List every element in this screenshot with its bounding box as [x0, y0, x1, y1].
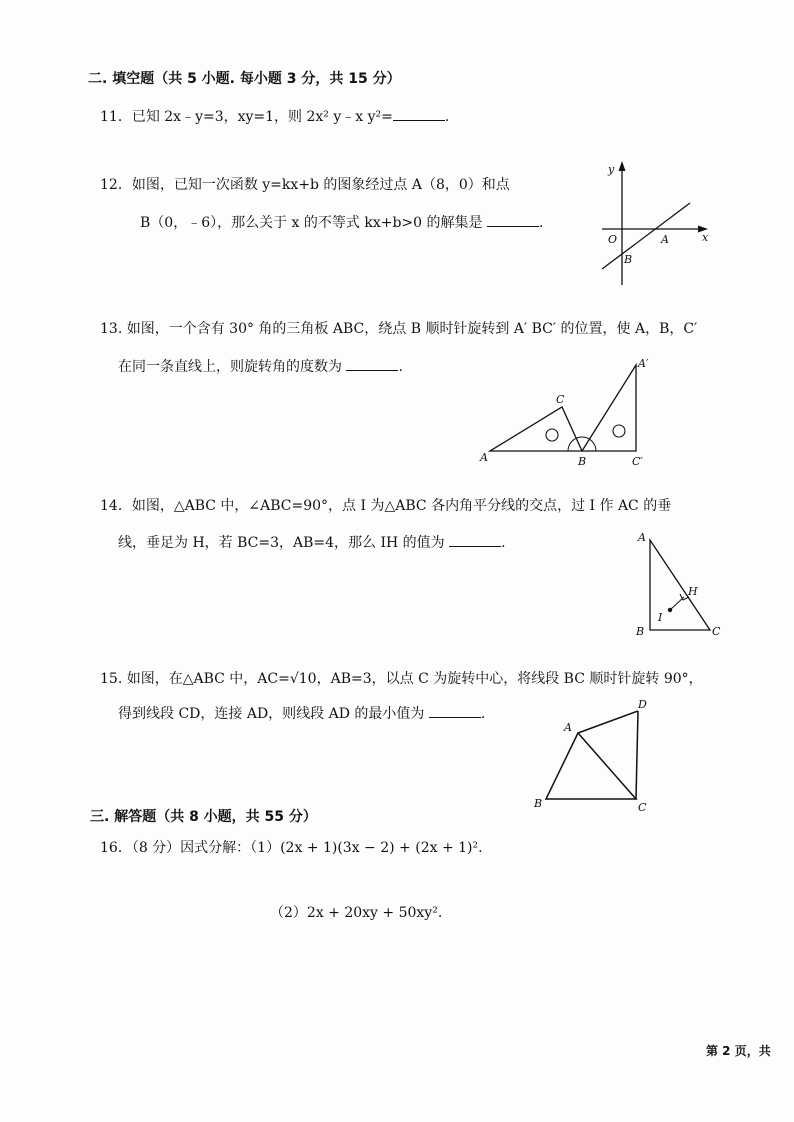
page-footer: 第 2 页，共 — [706, 1044, 771, 1058]
segment-cd — [636, 711, 638, 799]
question-13-line-2 — [118, 356, 403, 376]
answer-blank-14[interactable] — [449, 534, 501, 547]
label-i: I — [658, 611, 663, 624]
figure-14-triangle — [628, 525, 728, 640]
question-14-line-2-text: 线，垂足为 H，若 BC=3，AB=4，那么 IH 的值为 — [118, 535, 445, 551]
question-12-line-2 — [140, 212, 543, 232]
label-a: A — [638, 531, 646, 544]
rotation-angle-arc — [568, 437, 596, 451]
question-14-line-1: 14．如图，△ABC 中，∠ABC=90°，点 I 为△ABC 各内角平分线的交点，过 I 作 AC 的垂 — [100, 498, 672, 514]
question-12-line-1: 12．如图，已知一次函数 y=kx+b 的图象经过点 A（8，0）和点 — [100, 177, 510, 193]
label-c: C — [556, 393, 565, 406]
label-a: A — [661, 233, 669, 246]
question-12-line-2-text: B（0，﹣6），那么关于 x 的不等式 kx+b>0 的解集是 — [140, 215, 483, 231]
label-y: y — [608, 163, 615, 176]
question-13-end: . — [398, 359, 403, 375]
label-h: H — [688, 585, 698, 598]
question-12-end: . — [538, 215, 544, 231]
label-a: A — [564, 721, 572, 734]
label-c: C — [638, 801, 647, 814]
question-14-end: . — [501, 535, 506, 551]
triangle-abc — [490, 407, 582, 451]
answer-blank-12[interactable] — [487, 214, 539, 227]
question-16-part-1: 16．（8 分）因式分解：（1）(2x + 1)(3x − 2) + (2x + 1)². — [100, 840, 483, 856]
figure-13-triangles — [476, 355, 666, 473]
label-b: B — [624, 253, 633, 266]
question-11-text: 11．已知 2x﹣y=3，xy=1，则 2x² y﹣x y²= — [100, 109, 393, 125]
triangle-a2bc2 — [582, 365, 636, 451]
label-b: B — [636, 625, 645, 638]
question-13-line-2-text: 在同一条直线上，则旋转角的度数为 — [118, 359, 342, 375]
question-14-line-2 — [118, 532, 506, 552]
hole-circle-2 — [613, 425, 625, 437]
incenter-point — [668, 608, 672, 612]
figure-12-graph — [598, 155, 718, 290]
label-b: B — [578, 455, 587, 468]
label-a: A — [480, 451, 488, 464]
label-x: x — [702, 231, 709, 244]
label-d: D — [638, 698, 647, 711]
section-3-title: 三. 解答题（共 8 小题，共 55 分） — [90, 809, 317, 825]
label-b: B — [534, 797, 543, 810]
question-11 — [100, 106, 449, 126]
section-2-title: 二. 填空题（共 5 小题. 每小题 3 分，共 15 分） — [88, 71, 401, 87]
label-c-prime: C′ — [632, 455, 643, 468]
figure-15-triangle — [528, 697, 658, 815]
answer-blank-15[interactable] — [429, 705, 481, 718]
segment-ad — [578, 711, 638, 733]
label-a-prime: A′ — [638, 357, 649, 370]
hole-circle-1 — [546, 429, 558, 441]
question-15-line-2-text: 得到线段 CD，连接 AD，则线段 AD 的最小值为 — [118, 706, 425, 722]
question-15-line-2 — [118, 703, 485, 723]
answer-blank-13[interactable] — [346, 358, 398, 371]
perpendicular-ih — [670, 597, 684, 610]
answer-blank-11[interactable] — [393, 108, 445, 121]
question-13-line-1: 13. 如图，一个含有 30° 角的三角板 ABC，绕点 B 顺时针旋转到 A′ BC′ 的位置，使 A，B，C′ — [100, 321, 698, 337]
y-axis-arrow — [619, 161, 626, 171]
label-c: C — [712, 625, 721, 638]
question-15-end: . — [480, 706, 486, 722]
question-15-line-1: 15. 如图，在△ABC 中，AC=√10，AB=3，以点 C 为旋转中心，将线段 BC 顺时针旋转 90°， — [100, 671, 703, 687]
question-11-end: . — [444, 109, 450, 125]
triangle-abc — [546, 733, 636, 799]
question-16-part-2: （2）2x + 20xy + 50xy². — [270, 905, 443, 921]
label-o: O — [608, 233, 618, 246]
